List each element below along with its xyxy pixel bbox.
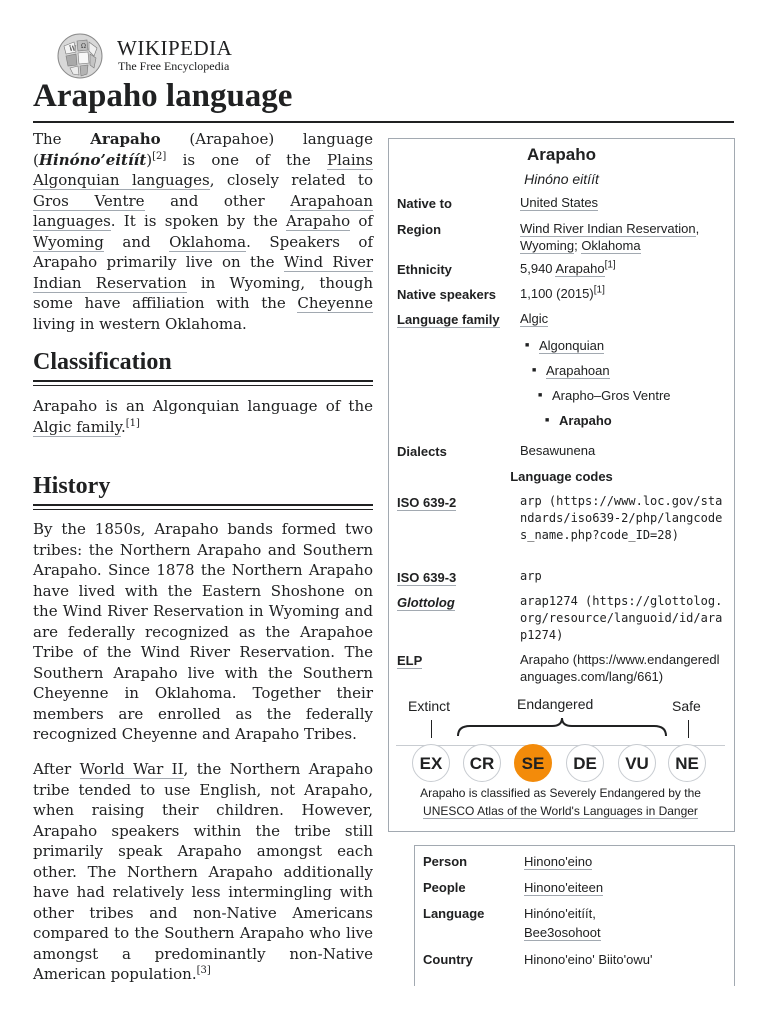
- link-elp[interactable]: Arapaho (https://www.endangeredlanguages.com/lang/661): [520, 652, 720, 684]
- status-caption: Arapaho is classified as Severely Endangered by the UNESCO Atlas of the World's Languages in Danger: [420, 786, 701, 818]
- link-wind-river-reservation[interactable]: Wind River Indian Reservation: [33, 253, 373, 292]
- label-iso-639-3: ISO 639-3: [397, 570, 457, 585]
- link-iso-639-2[interactable]: arp (https://www.loc.gov/standards/iso639-2/php/langcodes_name.php?code_ID=28): [520, 494, 723, 542]
- link-glottolog[interactable]: arap1274 (https://glottolog.org/resource/languoid/id/arap1274): [520, 594, 723, 642]
- link-region-wyoming[interactable]: Wyoming: [520, 238, 575, 253]
- label-dialects: Dialects: [397, 444, 447, 459]
- link-plains-algonquian[interactable]: Plains Algonquian languages: [33, 150, 373, 189]
- history-paragraph-1: By the 1850s, Arapaho bands formed two tribes: the Northern Arapaho and Southern Arapaho. Since 1878 the Northern Arapaho have lived with the Eastern Shoshone on the Wind River Reservation in Wyoming and are federally recognized as the Arapahoe Tribe of the Wind River Reservation. The Southern Arapaho live with the Southern Cheyenne in Oklahoma. Together their members are enrolled as the federally recognized Cheyenne and Arapaho Tribes.: [33, 520, 373, 743]
- link-ethnicity-arapaho[interactable]: Arapaho: [555, 261, 605, 276]
- link-wyoming[interactable]: Wyoming: [33, 232, 104, 251]
- family-tree-item: [539, 338, 604, 353]
- label-language-family: Language family: [397, 312, 500, 327]
- link-arapahoan[interactable]: Arapahoan: [546, 363, 610, 378]
- status-vu[interactable]: VU: [618, 744, 656, 782]
- reference-1[interactable]: [1]: [604, 259, 616, 271]
- reference-1[interactable]: [1]: [593, 284, 605, 296]
- link-wind-river[interactable]: Wind River Indian Reservation: [520, 221, 696, 236]
- label-native-to: Native to: [397, 196, 452, 211]
- label-language: Language: [423, 906, 485, 921]
- endangered-brace: [456, 716, 668, 738]
- svg-text:Ω: Ω: [81, 43, 86, 50]
- section-heading-history: History: [33, 473, 111, 499]
- native-name: Hinóno’eitíít: [38, 150, 147, 169]
- label-people: People: [423, 880, 466, 895]
- value-people[interactable]: Hinono'eiteen: [524, 880, 604, 895]
- status-tick-extinct: [431, 720, 432, 738]
- wikipedia-globe-logo[interactable]: [54, 32, 106, 80]
- language-infobox: Arapaho Hinóno eitíít Native to United States Region Wind River Indian Reservation, Wyoming; Oklahoma Ethnicity 5,940 Arapaho[1] Native speakers 1,100 (2015)[1] Language family Algic ■ Algonquian ■ Arapahoan ■ Arapho–Gros Ventre ■ Arapaho Dialects Besawunena Language codes ISO 639-2 arp (https://www.loc.gov/standards/iso639-2/php/langcodes_name.php?code_ID=28) ISO 639-3 arp Glottolog arap1274 (https://glottolog.org/resource/languoid/id/arap1274) ELP Arapaho (https://www.endangeredlanguages.com/lang/661): [388, 138, 735, 832]
- label-region: Region: [397, 222, 442, 237]
- link-cheyenne[interactable]: Cheyenne: [297, 294, 373, 312]
- status-de[interactable]: DE: [566, 744, 604, 782]
- status-label-extinct: Extinct: [408, 698, 451, 714]
- section-divider: [33, 380, 373, 386]
- link-united-states[interactable]: United States: [520, 195, 599, 210]
- infobox-title: Arapaho: [527, 145, 596, 164]
- status-ne[interactable]: NE: [668, 744, 706, 782]
- value-country: Hinono'eino' Biito'owu': [524, 952, 653, 967]
- status-scale-line: [396, 745, 725, 746]
- value-person[interactable]: Hinono'eino: [524, 854, 593, 869]
- value-dialects: Besawunena: [520, 443, 596, 458]
- status-label-endangered: Endangered: [517, 696, 594, 712]
- link-gros-ventre[interactable]: Gros Ventre: [33, 191, 145, 210]
- link-algonquian[interactable]: Algonquian: [539, 338, 605, 353]
- reference-2[interactable]: [2]: [152, 150, 167, 162]
- link-algic-family[interactable]: Algic family: [33, 417, 121, 436]
- link-region-oklahoma[interactable]: Oklahoma: [581, 238, 641, 253]
- value-language-native: Hinóno'eitíít,: [524, 906, 596, 921]
- language-codes-heading: Language codes: [510, 469, 613, 484]
- link-algic[interactable]: Algic: [520, 311, 549, 326]
- status-ex[interactable]: EX: [412, 744, 450, 782]
- page-title: Arapaho language: [33, 78, 293, 114]
- link-unesco[interactable]: UNESCO: [423, 804, 475, 818]
- link-iso-639-3[interactable]: arp: [520, 569, 542, 583]
- svg-text:W: W: [69, 45, 77, 53]
- infobox-native-name: Hinóno eitíít: [524, 171, 599, 187]
- section-heading-classification: Classification: [33, 349, 172, 375]
- family-tree-item: [546, 363, 610, 378]
- link-oklahoma[interactable]: Oklahoma: [169, 232, 247, 251]
- label-iso-639-2: ISO 639-2: [397, 495, 457, 510]
- link-arapaho-people[interactable]: Arapaho: [285, 212, 351, 230]
- status-tick-safe: [688, 720, 689, 738]
- classification-paragraph: Arapaho is an Algonquian language of the Algic family.[1]: [33, 397, 373, 436]
- link-world-war-ii[interactable]: World War II: [79, 760, 184, 778]
- intro-paragraph: The Arapaho (Arapahoe) language (Hinóno’eitíít)[2] is one of the Plains Algonquian languages, closely related to Gros Ventre and other Arapahoan languages. It is spoken by the Arapaho of Wyoming and Oklahoma. Speakers of Arapaho primarily live on the Wind River Indian Reservation in Wyoming, though some have affiliation with the Cheyenne living in western Oklahoma.: [33, 130, 374, 333]
- label-elp: ELP: [397, 653, 423, 668]
- label-native-speakers: Native speakers: [397, 287, 497, 302]
- family-tree-item: ■ Arapho–Gros Ventre: [552, 388, 671, 403]
- label-glottolog: Glottolog: [397, 595, 455, 610]
- article-subject: Arapaho: [90, 130, 161, 148]
- status-se[interactable]: SE: [514, 744, 552, 782]
- history-paragraph-2: After World War II, the Northern Arapaho tribe tended to use English, not Arapaho, when raising their children. However, Arapaho speakers within the tribe still primarily speak Arapaho amongst each other. The Northern Arapaho additionally have had relatively less intermingling with other tribes and non-Native Americans compared to the Southern Arapaho who live amongst a predominantly non-Native American population.[3]: [33, 760, 373, 983]
- value-language-alt[interactable]: Bee3osohoot: [524, 925, 601, 940]
- family-tree-item: ■ Arapaho: [559, 413, 612, 428]
- label-country: Country: [423, 952, 473, 967]
- link-arapahoan-languages[interactable]: Arapahoan languages: [33, 191, 374, 230]
- wikipedia-wordmark[interactable]: WIKIPEDIA: [117, 36, 233, 60]
- reference-1[interactable]: [1]: [125, 417, 140, 429]
- reference-3[interactable]: [3]: [196, 965, 211, 976]
- label-person: Person: [423, 854, 468, 869]
- wikipedia-tagline: The Free Encyclopedia: [118, 59, 230, 73]
- status-cr[interactable]: CR: [463, 744, 501, 782]
- section-divider: [33, 504, 373, 510]
- label-ethnicity: Ethnicity: [397, 262, 452, 277]
- link-unesco-atlas[interactable]: Atlas of the World's Languages in Danger: [474, 804, 698, 818]
- title-divider: [33, 121, 734, 123]
- names-infobox: [414, 845, 735, 986]
- status-label-safe: Safe: [672, 698, 701, 714]
